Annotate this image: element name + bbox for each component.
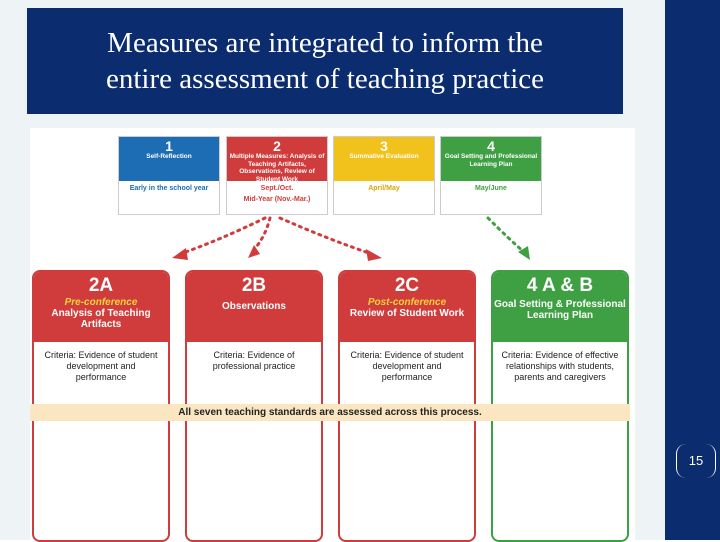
step-number: 4 [487,138,495,154]
step-number: 3 [380,138,388,154]
column-subtitle: Observations [222,301,286,312]
step-4-box [440,136,542,215]
column-code: 2A [88,275,114,296]
column-subtitle: Analysis of Teaching Artifacts [51,308,151,330]
arrowhead-2c [366,249,382,261]
title-line-1: Measures are integrated to inform the [107,27,543,59]
column-subtitle: Review of Student Work [349,308,465,319]
arrowhead-2b [248,245,260,258]
column-subtitle-italic: Pre-conference [64,297,138,308]
step-label: Goal Setting and Professional Learning Plan [444,153,538,168]
step-timing-2: Mid-Year (Nov.-Mar.) [243,196,311,203]
column-subtitle-italic: Post-conference [367,297,447,308]
slide-title [27,8,623,114]
step-timing: April/May [368,185,400,192]
step-1-box [118,136,220,215]
step-number: 1 [165,138,173,154]
step-timing: Sept./Oct. [260,185,294,192]
step-label: Self-Reflection [146,153,192,160]
step-2-box [226,136,328,215]
arrow-to-2c [280,218,372,254]
step-label: Summative Evaluation [349,153,419,160]
arrow-to-4 [488,218,524,252]
column-subtitle: Goal Setting & Professional Learning Plan [494,299,626,321]
process-diagram [30,128,635,540]
step-label: Multiple Measures: Analysis of Teaching Artifacts, Observations, Review of Student Work [229,153,325,183]
arrow-to-2a [180,218,265,254]
page-number: 15 [676,444,716,478]
column-criteria: Criteria: Evidence of effective relationships with students, parents and caregivers [501,350,619,382]
column-code: 4 A & B [526,275,594,296]
step-number: 2 [273,138,281,154]
step-timing: May/June [475,185,507,192]
step-timing: Early in the school year [129,185,209,192]
title-line-2: entire assessment of teaching practice [105,63,545,95]
column-criteria: Criteria: Evidence of student development and performance [350,350,464,382]
column-criteria: Criteria: Evidence of professional practice [212,350,296,371]
standards-banner: All seven teaching standards are assessed across this process. [30,404,630,421]
step-3-box [333,136,435,215]
column-criteria: Criteria: Evidence of student development and performance [44,350,158,382]
column-code: 2C [394,275,420,296]
arrowhead-2a [172,248,188,260]
column-code: 2B [241,275,267,296]
